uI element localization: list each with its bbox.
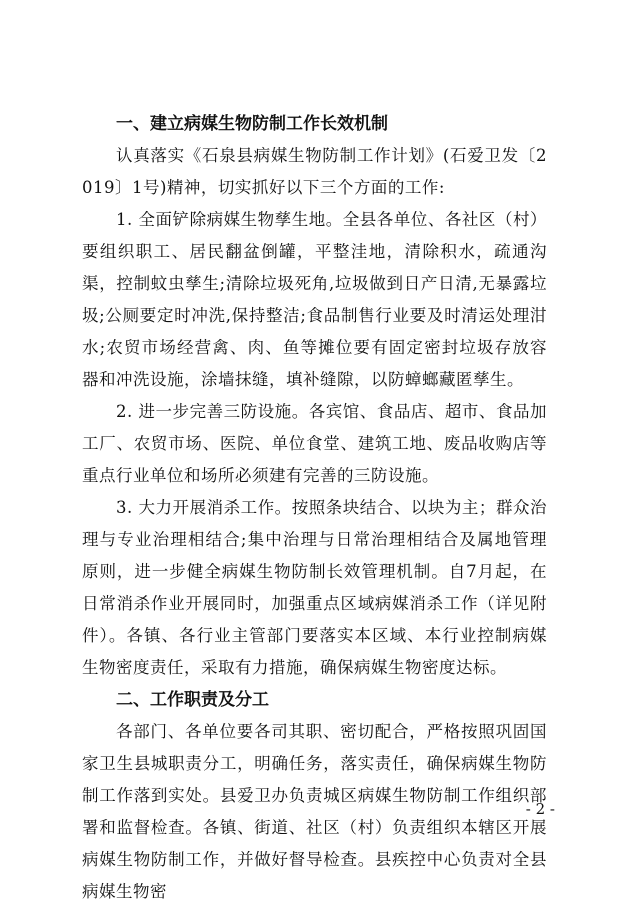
paragraph: 2. 进一步完善三防设施。各宾馆、食品店、超市、食品加工厂、农贸市场、医院、单位食堂、建筑工地、废品收购店等重点行业单位和场所必须建有完善的三防设施。 [82,402,547,485]
section-heading: 一、建立病媒生物防制工作长效机制 [116,114,388,134]
section-heading: 二、工作职责及分工 [116,690,269,710]
paragraph: 3. 大力开展消杀工作。按照条块结合、以块为主；群众治理与专业治理相结合;集中治理与日常治理相结合及属地管理原则，进一步健全病媒生物防制长效管理机制。自7月起，在日常消杀作业开展同时，加强重点区域病媒消杀工作（详见附件）。各镇、各行业主管部门要落实本区域、本行业控制病媒生物密度责任，采取有力措施，确保病媒生物密度达标。 [82,498,547,677]
page-number: - 2 - [525,800,555,818]
paragraph: 各部门、各单位要各司其职、密切配合，严格按照巩固国家卫生县城职责分工，明确任务，落实责任，确保病媒生物防制工作落到实处。县爱卫办负责城区病媒生物防制工作组织部署和监督检查。各镇、街道、社区（村）负责组织本辖区开展病媒生物防制工作，并做好督导检查。县疾控中心负责对全县病媒生物密 [82,722,547,901]
paragraph: 认真落实《石泉县病媒生物防制工作计划》(石爱卫发〔2019〕1号)精神，切实抓好以下三个方面的工作: [82,146,547,197]
document-body [82,108,547,908]
paragraph: 1. 全面铲除病媒生物孳生地。全县各单位、各社区（村）要组织职工、居民翻盆倒罐，平整洼地，清除积水，疏通沟渠，控制蚊虫孳生;清除垃圾死角,垃圾做到日产日清,无暴露垃圾;公厕要定时冲洗,保持整洁;食品制售行业要及时清运处理泔水;农贸市场经营禽、肉、鱼等摊位要有固定密封垃圾存放容器和冲洗设施，涂墙抹缝，填补缝隙，以防蟑螂藏匿孳生。 [82,210,547,389]
